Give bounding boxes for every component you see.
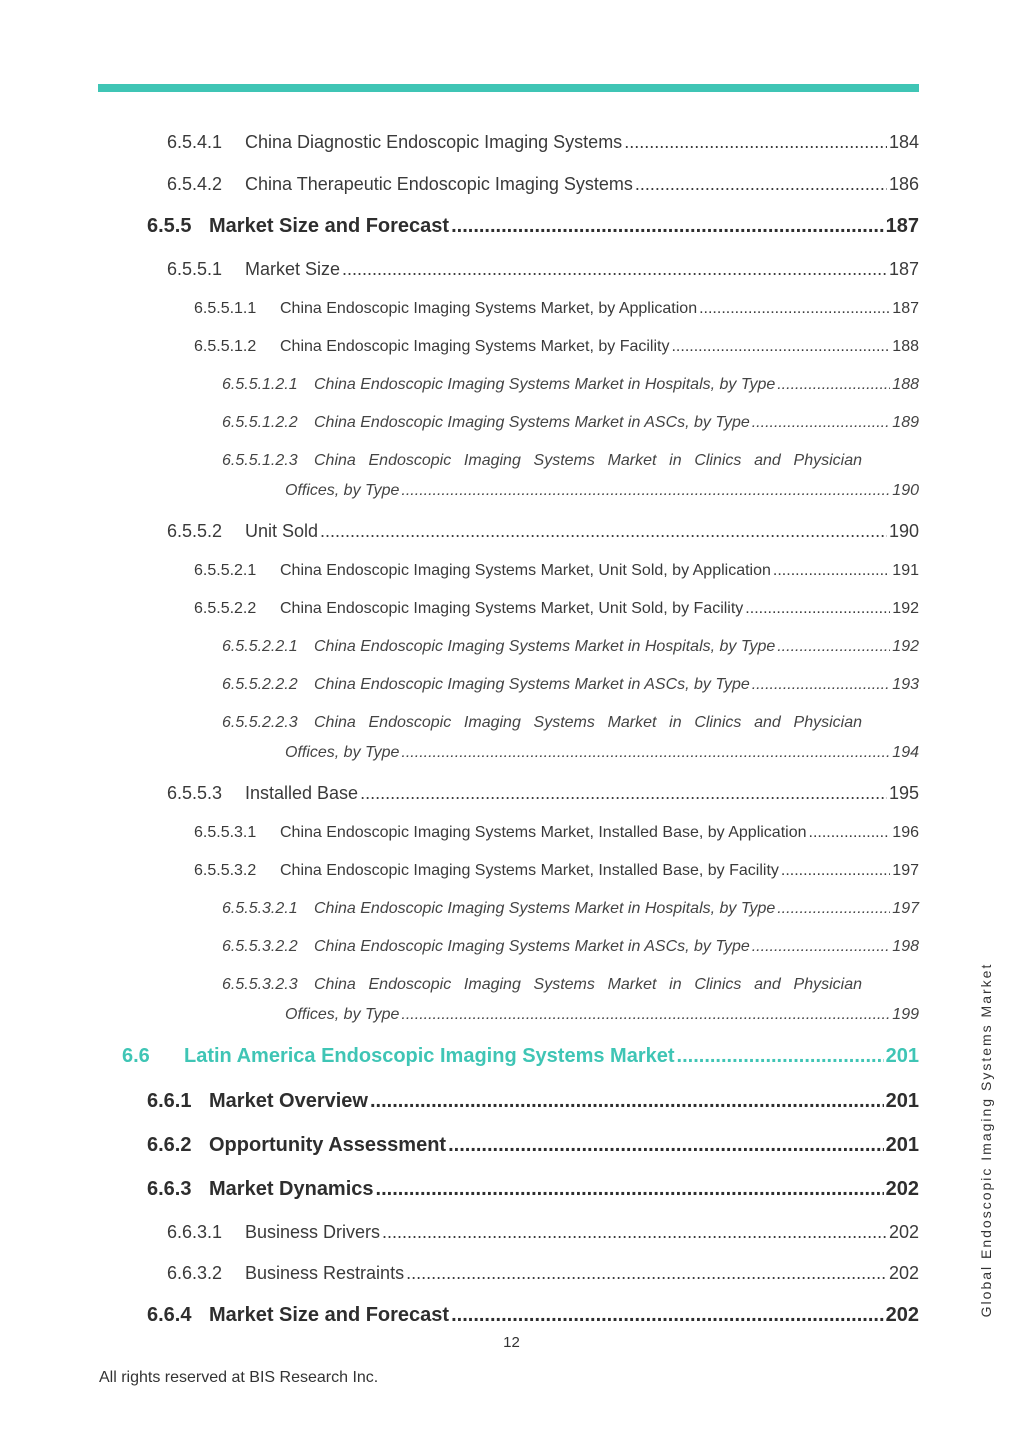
toc-page: 192 bbox=[892, 600, 919, 617]
toc-entry[interactable] bbox=[167, 1263, 919, 1284]
toc-title: Market Size bbox=[245, 259, 341, 279]
toc-page: 201 bbox=[885, 1134, 919, 1156]
toc-title: China Therapeutic Endoscopic Imaging Systems bbox=[245, 174, 633, 194]
toc-number: 6.5.4.1 bbox=[167, 132, 223, 152]
toc-entry[interactable] bbox=[222, 900, 919, 918]
toc-number: 6.6.1 bbox=[147, 1090, 192, 1112]
toc-page: 201 bbox=[885, 1045, 919, 1067]
toc-title: China Endoscopic Imaging Systems Market in Hospitals, by Type bbox=[314, 376, 776, 393]
toc-entry[interactable] bbox=[222, 376, 919, 394]
toc-entry-line2[interactable] bbox=[285, 482, 919, 500]
toc-entry[interactable] bbox=[194, 300, 919, 318]
toc-number: 6.5.5.1.2.2 bbox=[222, 414, 298, 431]
toc-page: 197 bbox=[892, 900, 919, 917]
toc-title: China Endoscopic Imaging Systems Market, by Application bbox=[280, 300, 698, 317]
toc-leader bbox=[376, 1178, 884, 1201]
toc-number: 6.5.5 bbox=[147, 215, 192, 237]
toc-number: 6.5.5.3.2 bbox=[194, 862, 257, 879]
toc-leader bbox=[448, 1134, 884, 1157]
toc-page: 191 bbox=[892, 562, 919, 579]
toc-title: Unit Sold bbox=[245, 521, 319, 541]
toc-leader bbox=[342, 259, 887, 280]
toc-number: 6.6 bbox=[122, 1045, 150, 1067]
side-running-title-text: Global Endoscopic Imaging Systems Market bbox=[978, 962, 994, 1318]
toc-number: 6.5.4.2 bbox=[167, 174, 223, 194]
toc-title: Market Overview bbox=[209, 1090, 368, 1112]
toc-page: 187 bbox=[888, 259, 919, 279]
toc-number: 6.5.5.2.2.1 bbox=[222, 638, 298, 655]
toc-title: Market Size and Forecast bbox=[209, 215, 450, 237]
toc-entry[interactable] bbox=[167, 521, 919, 542]
toc-leader bbox=[745, 600, 890, 618]
toc-title: Business Drivers bbox=[245, 1222, 381, 1242]
toc-title: China Endoscopic Imaging Systems Market in ASCs, by Type bbox=[314, 938, 750, 955]
toc-page: 184 bbox=[888, 132, 919, 152]
toc-entry-line1[interactable] bbox=[222, 452, 862, 470]
toc-title: China Endoscopic Imaging Systems Market, Unit Sold, by Facility bbox=[280, 600, 744, 617]
toc-page: 202 bbox=[885, 1178, 919, 1200]
toc-title: Latin America Endoscopic Imaging Systems Market bbox=[184, 1045, 675, 1067]
toc-title: China Endoscopic Imaging Systems Market in ASCs, by Type bbox=[314, 414, 750, 431]
toc-leader bbox=[635, 174, 887, 195]
toc-title: China Endoscopic Imaging Systems Market, Installed Base, by Application bbox=[280, 824, 807, 841]
toc-leader bbox=[777, 638, 890, 656]
toc-title: China Endoscopic Imaging Systems Market in Hospitals, by Type bbox=[314, 900, 776, 917]
toc-leader bbox=[401, 744, 890, 762]
toc-number: 6.5.5.2.2 bbox=[194, 600, 257, 617]
toc-leader bbox=[777, 376, 890, 394]
toc-entry[interactable] bbox=[147, 1134, 919, 1157]
toc-title: Opportunity Assessment bbox=[209, 1134, 447, 1156]
toc-leader bbox=[320, 521, 887, 542]
toc-number: 6.5.5.3 bbox=[167, 783, 223, 803]
toc-entry[interactable] bbox=[147, 1178, 919, 1201]
toc-entry[interactable] bbox=[167, 783, 919, 804]
toc-title: Market Dynamics bbox=[209, 1178, 374, 1200]
toc-page: 202 bbox=[888, 1263, 919, 1283]
toc-entry-line2[interactable] bbox=[285, 744, 919, 762]
toc-number: 6.6.3.2 bbox=[167, 1263, 223, 1283]
toc-title-continued: Offices, by Type bbox=[285, 744, 400, 761]
toc-number: 6.5.5.3.2.1 bbox=[222, 900, 298, 917]
toc-leader bbox=[451, 1304, 884, 1327]
toc-entry-line2[interactable] bbox=[285, 1006, 919, 1024]
toc-leader bbox=[370, 1090, 884, 1113]
toc-leader bbox=[809, 824, 891, 842]
toc-leader bbox=[401, 482, 890, 500]
toc-leader bbox=[773, 562, 890, 580]
toc-entry[interactable] bbox=[194, 824, 919, 842]
toc-title: China Endoscopic Imaging Systems Market, Unit Sold, by Application bbox=[280, 562, 771, 579]
toc-page: 198 bbox=[892, 938, 919, 955]
toc-title: Business Restraints bbox=[245, 1263, 405, 1283]
toc-leader bbox=[752, 938, 891, 956]
toc-number: 6.5.5.2.2.3 bbox=[222, 714, 298, 731]
toc-entry[interactable] bbox=[167, 259, 919, 280]
toc-page: 202 bbox=[888, 1222, 919, 1242]
toc-number: 6.5.5.2 bbox=[167, 521, 223, 541]
toc-leader bbox=[624, 132, 887, 153]
toc-page: 186 bbox=[888, 174, 919, 194]
toc-entry[interactable] bbox=[147, 215, 919, 238]
toc-number: 6.5.5.3.1 bbox=[194, 824, 257, 841]
toc-title: China Endoscopic Imaging Systems Market in Clinics and Physician bbox=[314, 714, 862, 731]
toc-leader bbox=[781, 862, 890, 880]
toc-number: 6.5.5.1.2.3 bbox=[222, 452, 298, 469]
toc-entry[interactable] bbox=[222, 414, 919, 432]
toc-title: Installed Base bbox=[245, 783, 359, 803]
toc-number: 6.5.5.1 bbox=[167, 259, 223, 279]
toc-page: 188 bbox=[892, 376, 919, 393]
toc-page: 188 bbox=[892, 338, 919, 355]
toc-title: China Endoscopic Imaging Systems Market, by Facility bbox=[280, 338, 670, 355]
toc-page: 195 bbox=[888, 783, 919, 803]
header-accent-rule bbox=[98, 84, 919, 92]
toc-page: 190 bbox=[888, 521, 919, 541]
toc-number: 6.5.5.1.2 bbox=[194, 338, 257, 355]
page-number: 12 bbox=[503, 1334, 520, 1351]
toc-page: 194 bbox=[892, 744, 919, 761]
toc-title: China Endoscopic Imaging Systems Market in Clinics and Physician bbox=[314, 452, 862, 469]
toc-leader bbox=[699, 300, 890, 318]
toc-number: 6.5.5.1.1 bbox=[194, 300, 257, 317]
toc-title: China Endoscopic Imaging Systems Market in Clinics and Physician bbox=[314, 976, 862, 993]
toc-number: 6.5.5.2.1 bbox=[194, 562, 257, 579]
toc-number: 6.5.5.3.2.3 bbox=[222, 976, 298, 993]
toc-entry[interactable] bbox=[194, 562, 919, 580]
toc-page: 196 bbox=[892, 824, 919, 841]
toc-entry[interactable] bbox=[147, 1304, 919, 1327]
toc-title-continued: Offices, by Type bbox=[285, 482, 400, 499]
toc-leader bbox=[382, 1222, 887, 1243]
toc-leader bbox=[360, 783, 887, 804]
toc-number: 6.6.3 bbox=[147, 1178, 192, 1200]
toc-leader bbox=[406, 1263, 887, 1284]
toc-page: 197 bbox=[892, 862, 919, 879]
toc-entry[interactable] bbox=[222, 676, 919, 694]
toc-leader bbox=[752, 676, 891, 694]
toc-title: China Endoscopic Imaging Systems Market in ASCs, by Type bbox=[314, 676, 750, 693]
toc-leader bbox=[777, 900, 890, 918]
toc-page: 199 bbox=[892, 1006, 919, 1023]
toc-entry[interactable] bbox=[194, 600, 919, 618]
toc-entry-line1[interactable] bbox=[222, 976, 862, 994]
toc-page: 187 bbox=[892, 300, 919, 317]
toc-page: 190 bbox=[892, 482, 919, 499]
toc-entry-line1[interactable] bbox=[222, 714, 862, 732]
toc-entry[interactable] bbox=[167, 132, 919, 153]
toc-leader bbox=[671, 338, 890, 356]
toc-leader bbox=[677, 1045, 884, 1068]
toc-title: China Diagnostic Endoscopic Imaging Systems bbox=[245, 132, 623, 152]
toc-number: 6.6.2 bbox=[147, 1134, 192, 1156]
toc-entry[interactable] bbox=[167, 1222, 919, 1243]
toc-entry[interactable] bbox=[194, 338, 919, 356]
toc-number: 6.5.5.3.2.2 bbox=[222, 938, 298, 955]
toc-number: 6.6.3.1 bbox=[167, 1222, 223, 1242]
toc-leader bbox=[451, 215, 884, 238]
toc-page: 187 bbox=[885, 215, 919, 237]
footer-copyright: All rights reserved at BIS Research Inc. bbox=[99, 1369, 379, 1386]
toc-title: Market Size and Forecast bbox=[209, 1304, 450, 1326]
toc-page: 202 bbox=[885, 1304, 919, 1326]
toc-title: China Endoscopic Imaging Systems Market, Installed Base, by Facility bbox=[280, 862, 779, 879]
toc-page: 193 bbox=[892, 676, 919, 693]
toc-leader bbox=[401, 1006, 890, 1024]
toc-page: 192 bbox=[892, 638, 919, 655]
toc-leader bbox=[752, 414, 891, 432]
toc-page: 201 bbox=[885, 1090, 919, 1112]
toc-page: 189 bbox=[892, 414, 919, 431]
toc-title-continued: Offices, by Type bbox=[285, 1006, 400, 1023]
toc-entry[interactable] bbox=[194, 862, 919, 880]
toc-entry[interactable] bbox=[222, 938, 919, 956]
toc-title: China Endoscopic Imaging Systems Market in Hospitals, by Type bbox=[314, 638, 776, 655]
toc-number: 6.5.5.1.2.1 bbox=[222, 376, 298, 393]
toc-entry[interactable] bbox=[222, 638, 919, 656]
toc-section-entry[interactable] bbox=[122, 1045, 919, 1068]
toc-number: 6.6.4 bbox=[147, 1304, 192, 1326]
toc-entry[interactable] bbox=[167, 174, 919, 195]
toc-entry[interactable] bbox=[147, 1090, 919, 1113]
toc-number: 6.5.5.2.2.2 bbox=[222, 676, 298, 693]
